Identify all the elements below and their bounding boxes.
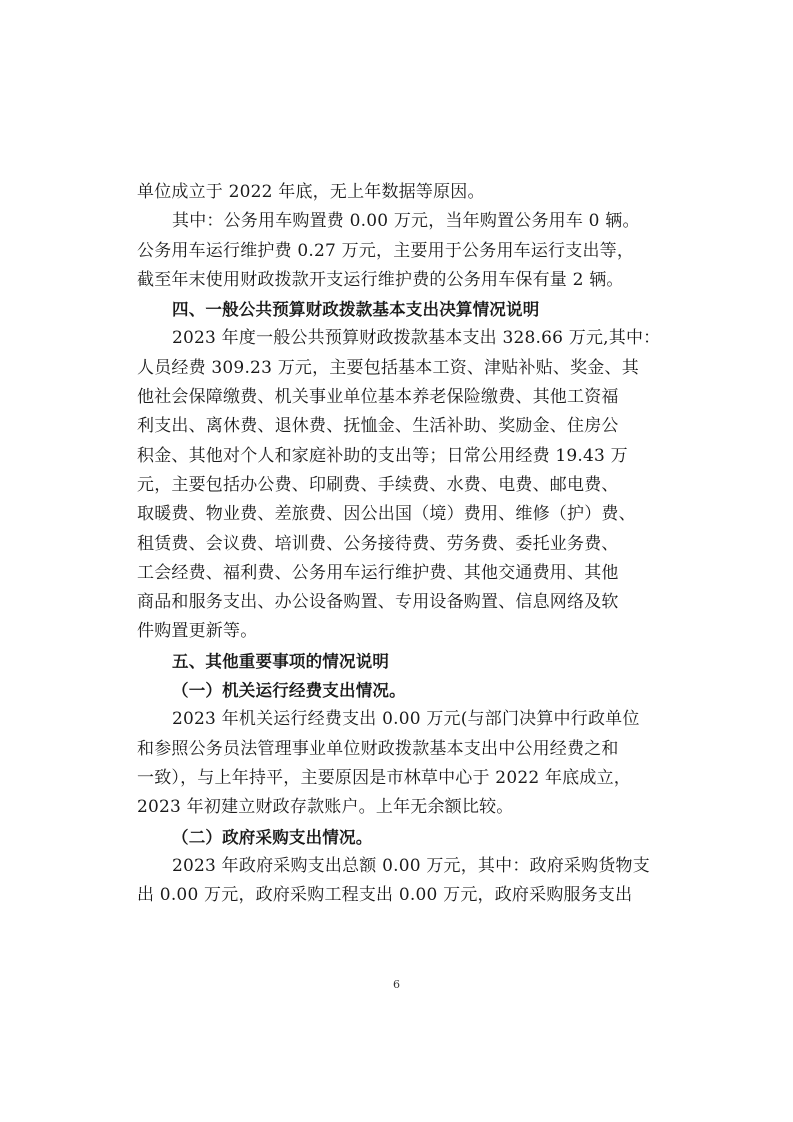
paragraph-line: 2023 年政府采购支出总额 0.00 万元，其中：政府采购货物支	[172, 855, 650, 876]
paragraph-line: 取暖费、物业费、差旅费、因公出国（境）费用、维修（护）费、	[137, 504, 636, 525]
paragraph-line: 工会经费、福利费、公务用车运行维护费、其他交通费用、其他	[137, 562, 619, 583]
paragraph-line: 公务用车运行维护费 0.27 万元，主要用于公务用车运行支出等，	[137, 240, 635, 261]
paragraph-line: 利支出、离休费、退休费、抚恤金、生活补助、奖励金、住房公	[137, 416, 619, 437]
paragraph-line: 和参照公务员法管理事业单位财政拨款基本支出中公用经费之和	[137, 738, 619, 759]
paragraph-line: 积金、其他对个人和家庭补助的支出等；日常公用经费 19.43 万	[137, 445, 628, 466]
page-number: 6	[393, 978, 400, 991]
paragraph-line: 商品和服务支出、办公设备购置、专用设备购置、信息网络及软	[137, 592, 619, 613]
subsection-heading-1: （一）机关运行经费支出情况。	[172, 681, 406, 701]
section-heading-5: 五、其他重要事项的情况说明	[172, 651, 390, 671]
paragraph-line: 元，主要包括办公费、印刷费、手续费、水费、电费、邮电费、	[137, 474, 619, 495]
document-body	[137, 178, 667, 910]
paragraph-line: 2023 年机关运行经费支出 0.00 万元(与部门决算中行政单位	[172, 709, 640, 730]
paragraph-line: 一致），与上年持平，主要原因是市林草中心于 2022 年底成立，	[137, 767, 631, 788]
subsection-heading-2: （二）政府采购支出情况。	[172, 827, 373, 847]
paragraph-line: 2023 年度一般公共预算财政拨款基本支出 328.66 万元,其中：	[172, 328, 661, 349]
paragraph-line: 件购置更新等。	[137, 621, 258, 642]
paragraph-line: 其中：公务用车购置费 0.00 万元，当年购置公务用车 0 辆。	[172, 211, 640, 232]
paragraph-line: 单位成立于 2022 年底，无上年数据等原因。	[137, 182, 485, 202]
paragraph-line: 截至年末使用财政拨款开支运行维护费的公务用车保有量 2 辆。	[137, 269, 624, 290]
section-heading-4: 四、一般公共预算财政拨款基本支出决算情况说明	[172, 300, 540, 320]
paragraph-line: 出 0.00 万元，政府采购工程支出 0.00 万元，政府采购服务支出	[137, 885, 633, 906]
paragraph-line: 人员经费 309.23 万元，主要包括基本工资、津贴补贴、奖金、其	[137, 357, 639, 378]
paragraph-line: 租赁费、会议费、培训费、公务接待费、劳务费、委托业务费、	[137, 533, 619, 554]
paragraph-line: 2023 年初建立财政存款账户。上年无余额比较。	[137, 797, 514, 818]
paragraph-line: 他社会保障缴费、机关事业单位基本养老保险缴费、其他工资福	[137, 387, 619, 408]
